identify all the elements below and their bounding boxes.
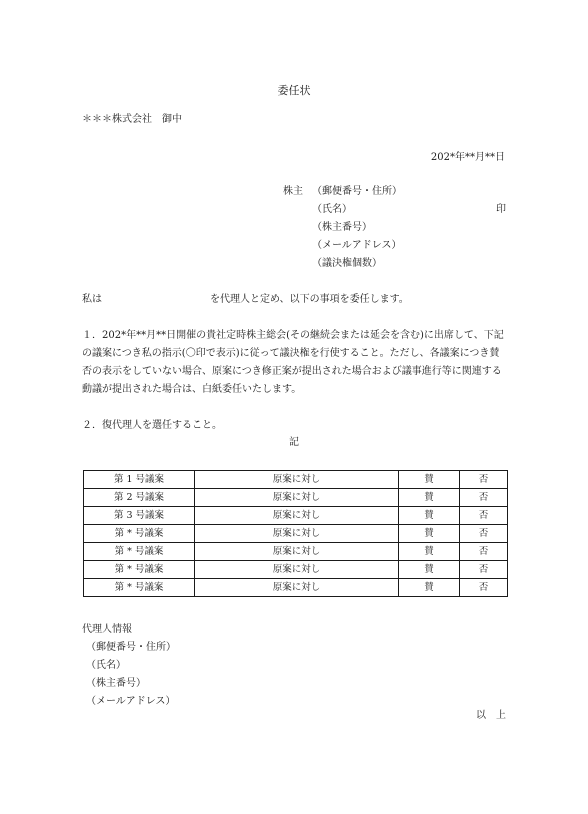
approve-cell: 賛	[399, 561, 460, 579]
vote-row	[84, 507, 508, 525]
shareholder-number-field: （株主番号）	[312, 222, 372, 233]
shareholder-name-field: （氏名）	[312, 204, 352, 215]
agenda-subject: 原案に対し	[195, 525, 399, 543]
shareholder-votes-field: （議決権個数）	[312, 258, 382, 269]
proxy-email-field: （メールアドレス）	[86, 696, 176, 707]
reject-cell: 否	[460, 525, 508, 543]
delegation-statement: を代理人と定め、以下の事項を委任します。	[210, 294, 409, 305]
agenda-subject: 原案に対し	[195, 471, 399, 489]
agenda-subject: 原案に対し	[195, 561, 399, 579]
ki-heading: 記	[289, 437, 299, 448]
reject-cell: 否	[460, 471, 508, 489]
proxy-number-field: （株主番号）	[86, 678, 146, 689]
seal-mark: 印	[496, 204, 506, 215]
document-title: 委任状	[277, 84, 311, 97]
approve-cell: 賛	[399, 507, 460, 525]
reject-cell: 否	[460, 507, 508, 525]
vote-row	[84, 489, 508, 507]
proxy-info-heading: 代理人情報	[82, 624, 132, 635]
shareholder-address-field: （郵便番号・住所）	[312, 186, 402, 197]
delegated-item-1: １．202*年**月**日開催の貴社定時株主総会(その継続会または延会を含む)に出席して、下記の議案につき私の指示(〇印で表示)に従って議決権を行使すること。ただし、各議案につき賛否の表示をしていない場合、原案につき修正案が提出された場合および議事進行等に関連する動議が提出された場合は、白紙委任いたします。	[82, 330, 504, 395]
vote-row	[84, 543, 508, 561]
closing-mark: 以 上	[476, 710, 506, 721]
proxy-name-field: （氏名）	[86, 660, 126, 671]
document-date: 202*年**月**日	[430, 152, 505, 163]
reject-cell: 否	[460, 561, 508, 579]
vote-table	[83, 470, 508, 597]
approve-cell: 賛	[399, 525, 460, 543]
shareholder-email-field: （メールアドレス）	[312, 240, 402, 251]
agenda-subject: 原案に対し	[195, 489, 399, 507]
agenda-number: 第 * 号議案	[84, 525, 195, 543]
reject-cell: 否	[460, 579, 508, 597]
agenda-number: 第 2 号議案	[84, 489, 195, 507]
approve-cell: 賛	[399, 471, 460, 489]
approve-cell: 賛	[399, 543, 460, 561]
shareholder-label: 株主	[283, 186, 303, 197]
vote-row	[84, 561, 508, 579]
approve-cell: 賛	[399, 489, 460, 507]
vote-row	[84, 471, 508, 489]
agenda-number: 第 * 号議案	[84, 579, 195, 597]
proxy-address-field: （郵便番号・住所）	[86, 642, 176, 653]
agenda-number: 第 * 号議案	[84, 543, 195, 561]
reject-cell: 否	[460, 489, 508, 507]
agenda-number: 第 1 号議案	[84, 471, 195, 489]
approve-cell: 賛	[399, 579, 460, 597]
vote-row	[84, 525, 508, 543]
agenda-subject: 原案に対し	[195, 579, 399, 597]
delegated-item-2: ２．復代理人を選任すること。	[82, 420, 222, 431]
agenda-subject: 原案に対し	[195, 507, 399, 525]
agenda-number: 第 * 号議案	[84, 561, 195, 579]
vote-row	[84, 579, 508, 597]
agenda-subject: 原案に対し	[195, 543, 399, 561]
addressee: ＊＊＊株式会社 御中	[82, 114, 182, 125]
reject-cell: 否	[460, 543, 508, 561]
agenda-number: 第 3 号議案	[84, 507, 195, 525]
delegation-prefix: 私は	[82, 294, 102, 305]
